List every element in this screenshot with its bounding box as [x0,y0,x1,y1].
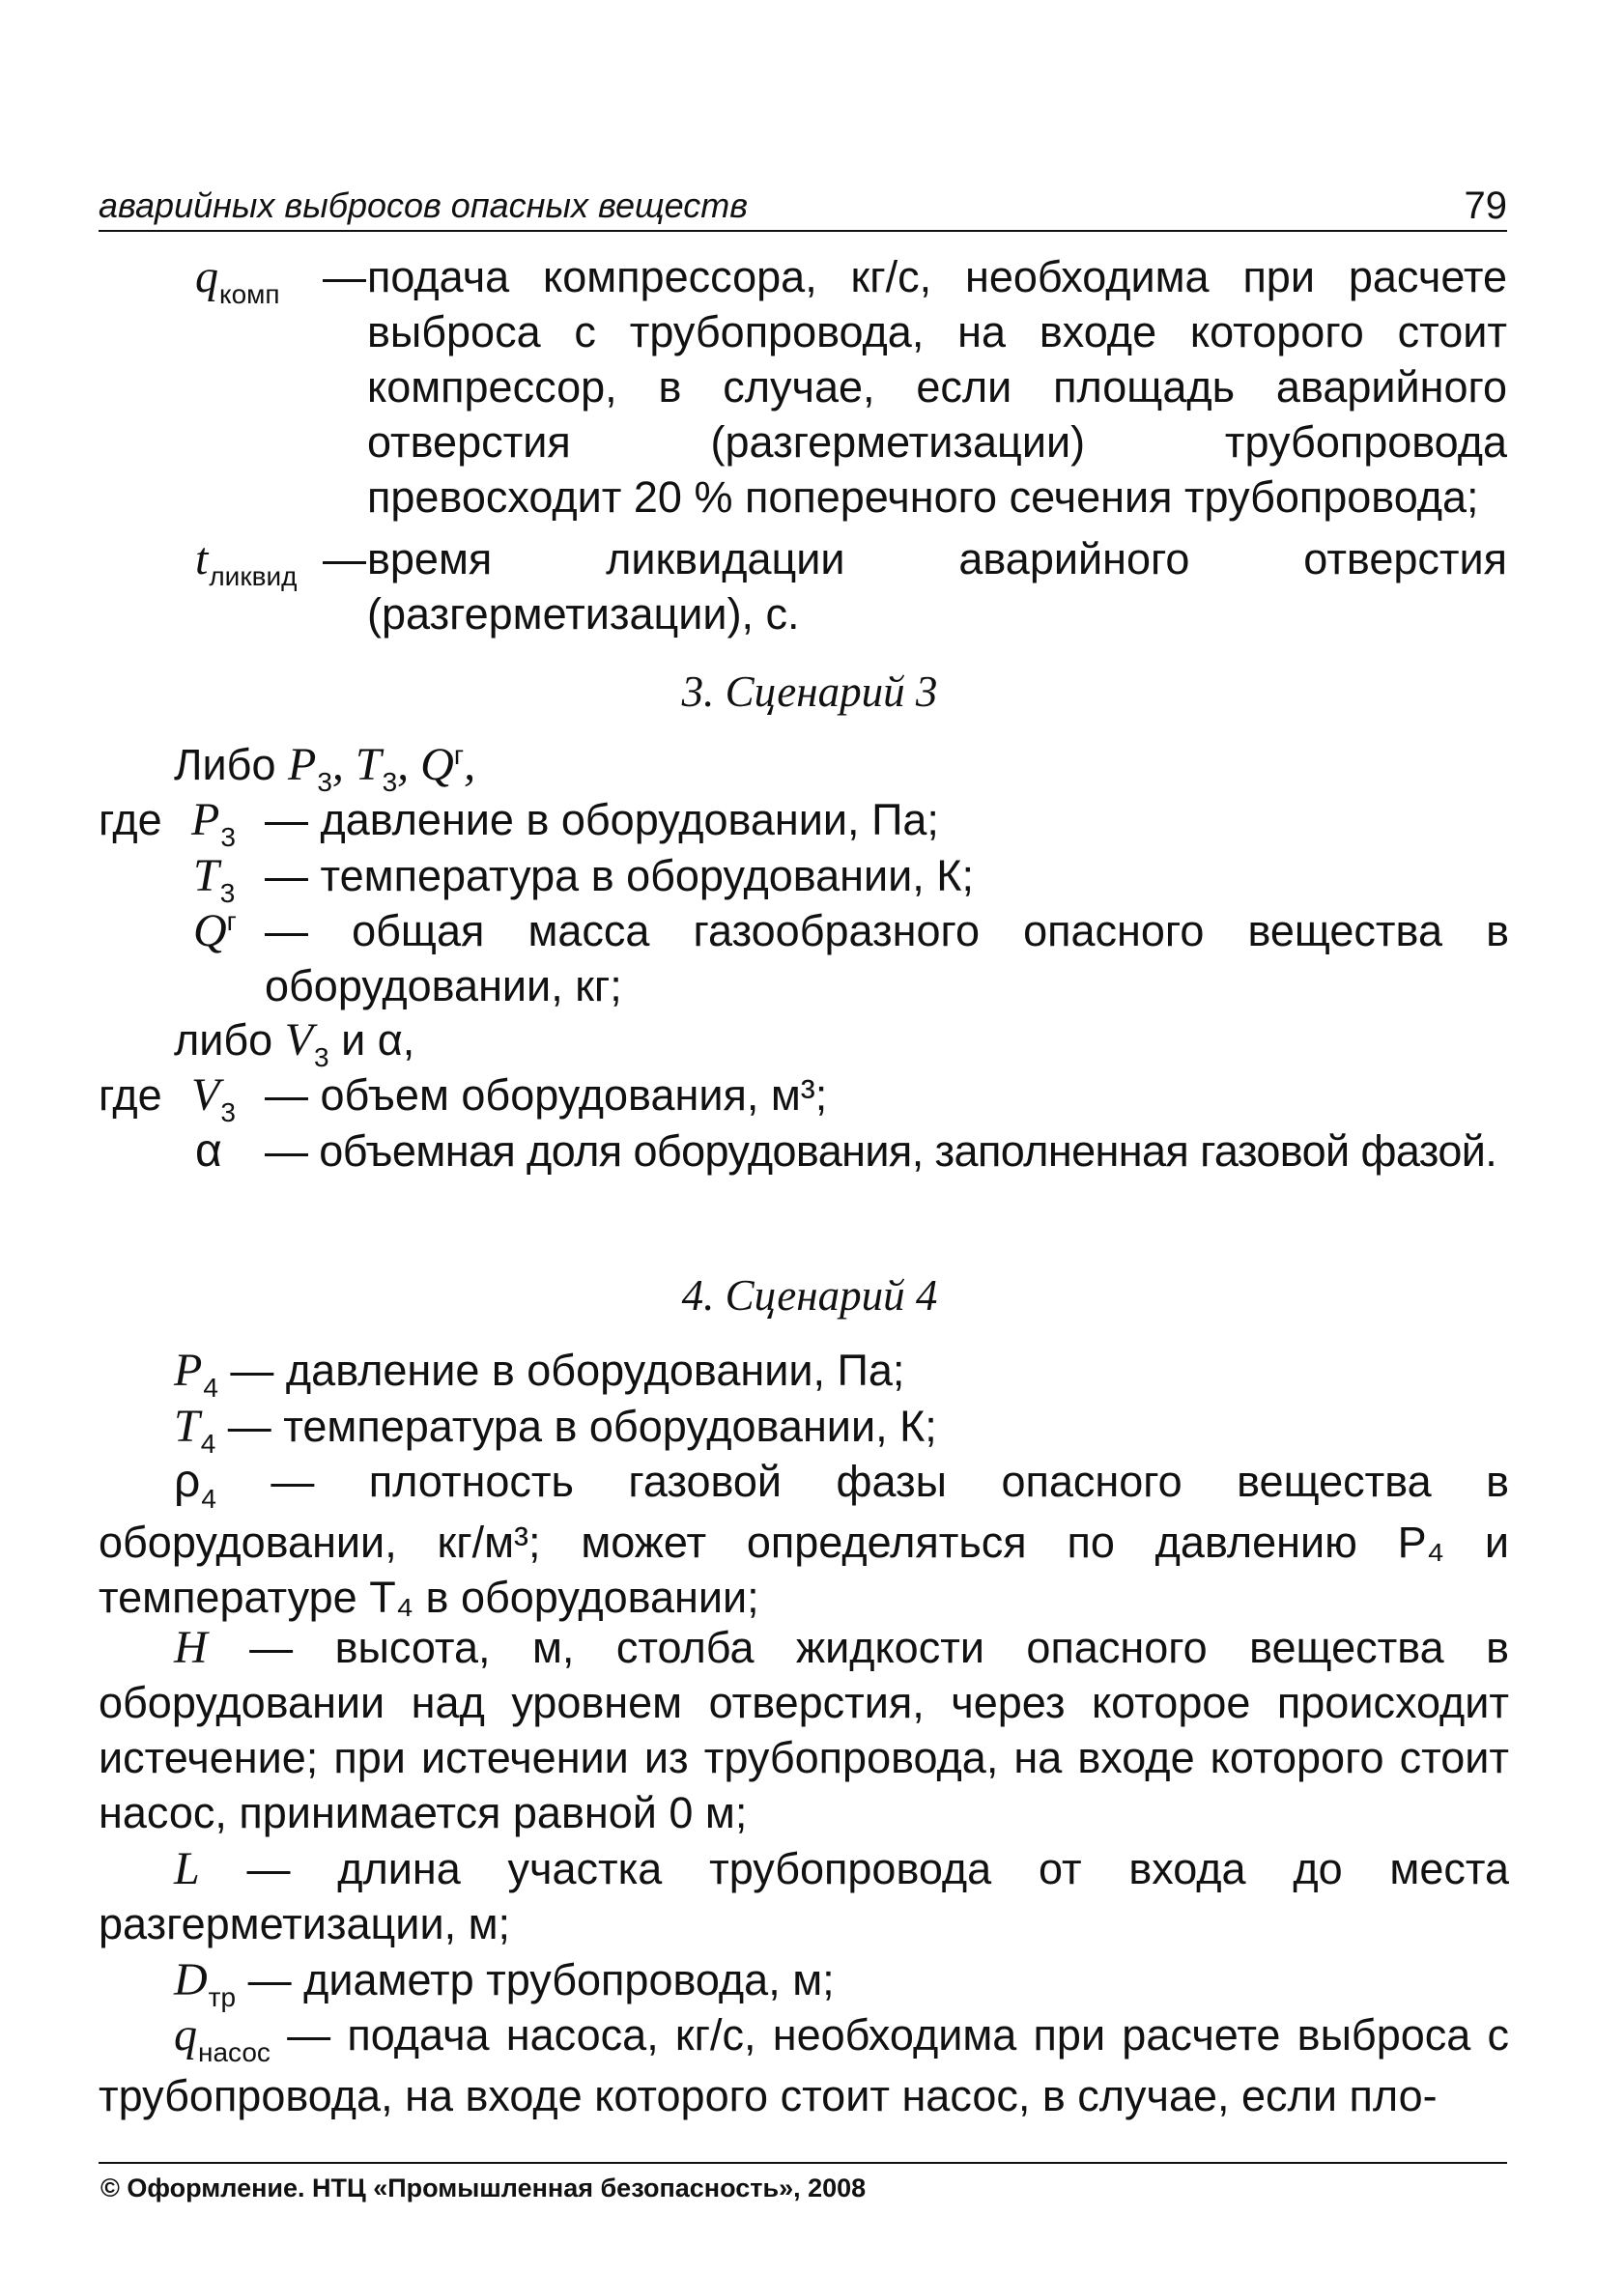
scenario4-item-dtr: $D_{тр}$ — диаметр трубопровода, м; [174,1954,835,2012]
scenario4-item-qnasos: $q_{насос}$ — подача насоса, кг/с, необходима при расчете выброса с трубопровода, на входе которого стоит насос, в случае, если пло- [99,2009,1509,2120]
definition-text: подача компрессора, кг/с, необходима при расчете выброса с трубопровода, на входе которого стоит компрессор, в случае, если площадь аварийного отверстия (разгерметизации) трубопровода превосходит 20 % поперечного сечения трубопровода; [367,252,1507,522]
dash: — [323,252,366,301]
running-header [99,182,1507,232]
dash: — [323,534,366,583]
page-number: 79 [1464,185,1507,227]
scenario4-item-l: L — длина участка трубопровода от входа до места разгерметизации, м; [99,1843,1509,1948]
document-page: аварийных выбросов опасных веществ 79 $q_{комп}$ — подача компрессора, кг/с, необходима при расчете выброса с трубопровода, на входе которого стоит компрессор, в случае, если площадь аварийного отверстия (разгерметизации) трубопровода превосходит 20 % поперечного сечения трубопровода; $t_{ликвид}$ — время ликвидации аварийного отверстия (разгерметизации), с. 3. Сценарий 3 Либо $P_3$, $T_3$, $Q^г$, где $P_3$ — давление в оборудовании, Па; $T_3$ — температура в оборудовании, К; $Q^г$ — общая масса газообразного опасного вещества в оборудовании, кг; либо $V_3$ и α, где $V_3$ — объем оборудования, м³; α — объемная доля оборудования, заполненная газовой фазой. 4. Сценарий 4 $P_4$ — давление в оборудовании, Па; $T_4$ — температура в оборудовании, К; $\rho_4$ — плотность газовой фазы опасного вещества в оборудовании, кг/м³; может определяться по давлению P₄ и температуре T₄ в оборудовании; H — высота, м, столба жидкости опасного вещества в оборудовании над уровнем отверстия, через которое происходит истечение; при истечении из трубопровода, на входе которого стоит насос, принимается равной 0 м; L — длина участка трубопровода от входа до места разгерметизации, м; $D_{тр}$ — диаметр трубопровода, м; $q_{насос}$ — подача насоса, кг/с, необходима при расчете выброса с трубопровода, на входе которого стоит насос, в случае, если пло- © Оформление. НТЦ «Промышленная безопасность», 2008 [0,0,1624,2273]
scenario3-heading: 3. Сценарий 3 [681,668,938,716]
symbol: $q_{комп}$ [195,251,280,309]
symbol: $t_{ликвид}$ [195,533,298,591]
scenario4-item-p4: $P_4$ — давление в оборудовании, Па; [174,1345,905,1403]
scenario3-either-line-2: либо $V_3$ и α, [174,1014,415,1072]
definition-text: время ликвидации аварийного отверстия (разгерметизации), с. [367,534,1507,639]
header-title: аварийных выбросов опасных веществ [99,185,749,225]
scenario3-either-line: Либо $P_3$, $T_3$, $Q^г$, [174,739,476,797]
scenario4-item-h: H — высота, м, столба жидкости опасного вещества в оборудовании над уровнем отверстия, через которое происходит истечение; при истечении из трубопровода, на входе которого стоит насос, принимается равной 0 м; [99,1622,1509,1837]
footer-copyright: © Оформление. НТЦ «Промышленная безопасность», 2008 [100,2174,867,2202]
scenario4-item-rho4: $\rho_4$ — плотность газовой фазы опасного вещества в оборудовании, кг/м³; может определяться по давлению P₄ и температуре T₄ в оборудовании; [99,1456,1509,1622]
scenario4-item-t4: $T_4$ — температура в оборудовании, К; [174,1401,937,1459]
footer-rule [99,2162,1507,2164]
scenario4-heading: 4. Сценарий 4 [681,1271,938,1320]
